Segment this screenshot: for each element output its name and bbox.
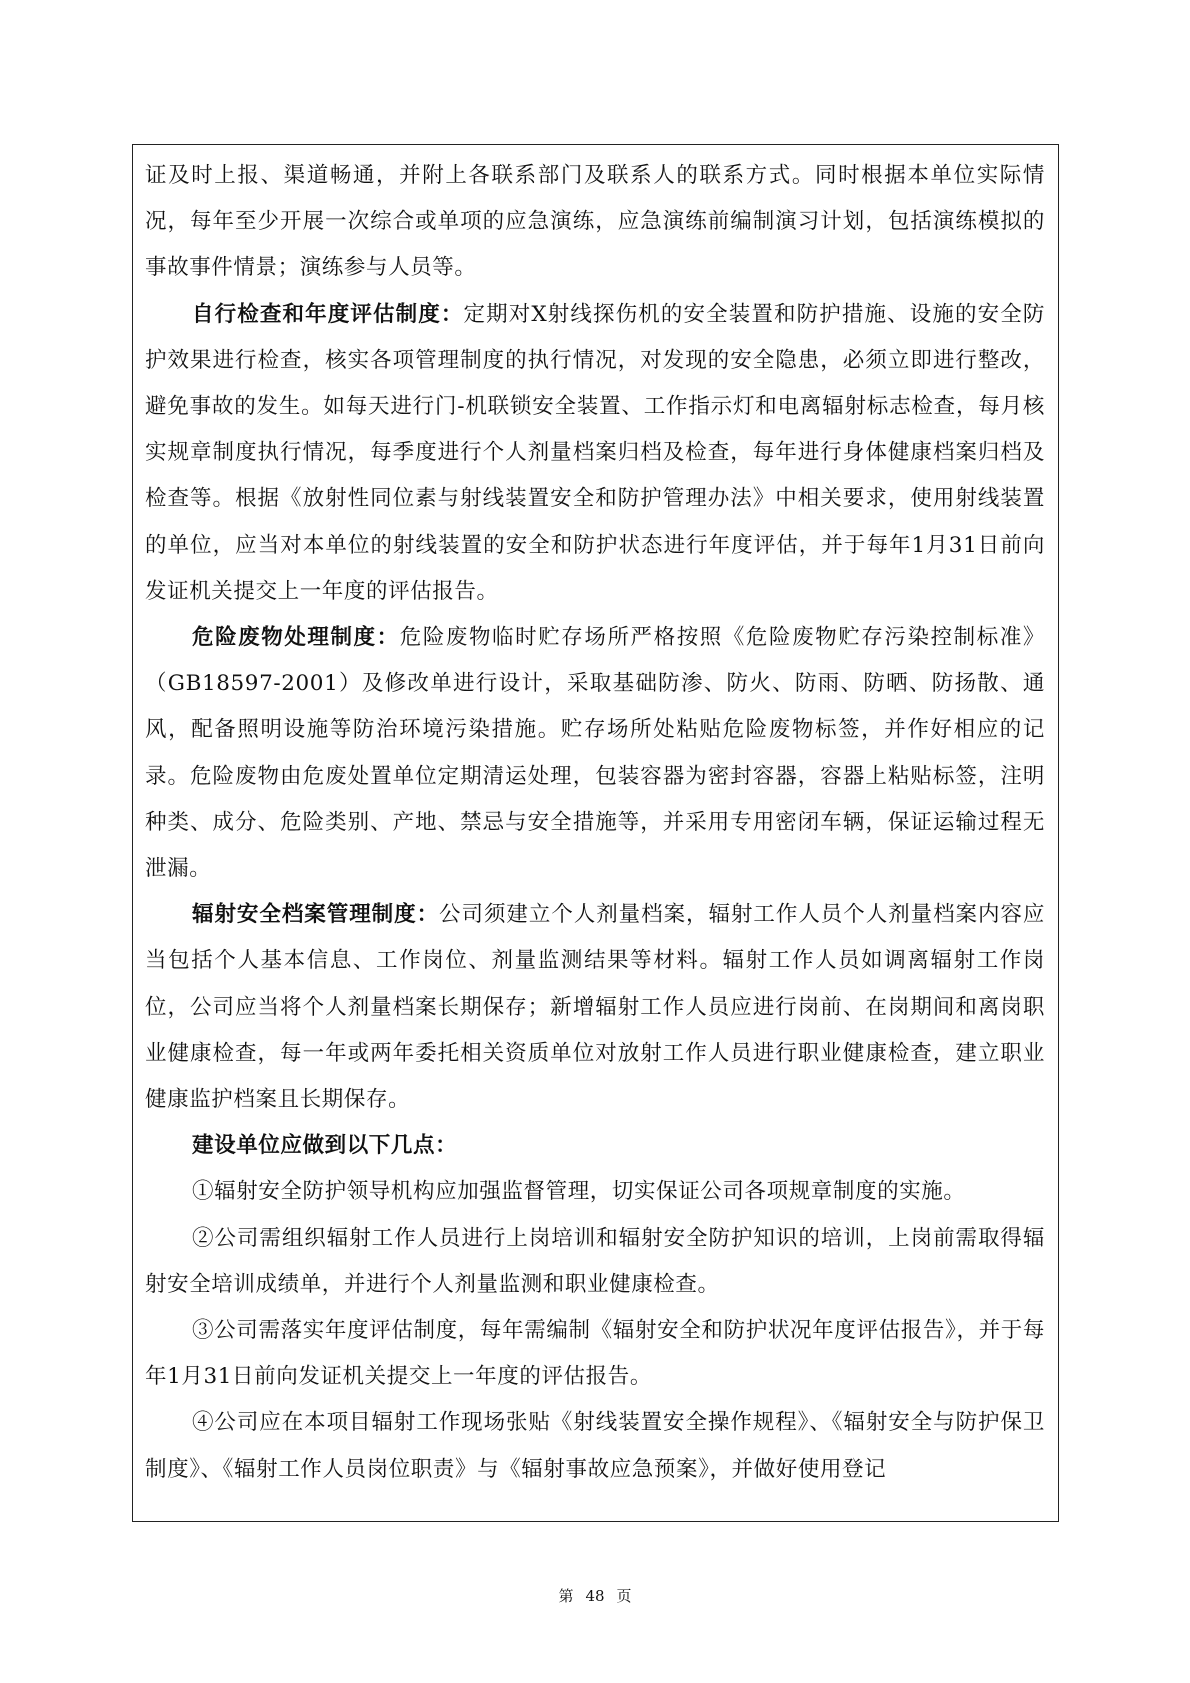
page-number: 48: [585, 1587, 605, 1605]
paragraph-heading: 危险废物处理制度：: [192, 625, 400, 651]
paragraph-body: ③公司需落实年度评估制度，每年需编制《辐射安全和防护状况年度评估报告》，并于每年1月31日前向发证机关提交上一年度的评估报告。: [145, 1318, 1045, 1390]
footer-suffix: 页: [616, 1587, 632, 1605]
paragraph-item-2: [145, 1216, 1045, 1308]
paragraph-body: ①辐射安全防护领导机构应加强监督管理，切实保证公司各项规章制度的实施。: [192, 1179, 966, 1205]
paragraph-item-4: [145, 1400, 1045, 1492]
paragraph-archive-management: [145, 892, 1045, 1123]
paragraph-body: 定期对X射线探伤机的安全装置和防护措施、设施的安全防护效果进行检查，核实各项管理制度的执行情况，对发现的安全隐患，必须立即进行整改，避免事故的发生。如每天进行门-机联锁安全装置、工作指示灯和电离辐射标志检查，每月核实规章制度执行情况，每季度进行个人剂量档案归档及检查，每年进行身体健康档案归档及检查等。根据《放射性同位素与射线装置安全和防护管理办法》中相关要求，使用射线装置的单位，应当对本单位的射线装置的安全和防护状态进行年度评估，并于每年1月31日前向发证机关提交上一年度的评估报告。: [145, 301, 1045, 604]
paragraph-requirements-heading: [145, 1123, 1045, 1169]
paragraph-heading: 建设单位应做到以下几点：: [192, 1133, 458, 1159]
paragraph-body: 公司须建立个人剂量档案，辐射工作人员个人剂量档案内容应当包括个人基本信息、工作岗位、剂量监测结果等材料。辐射工作人员如调离辐射工作岗位，公司应当将个人剂量档案长期保存；新增辐射工作人员应进行岗前、在岗期间和离岗职业健康检查，每一年或两年委托相关资质单位对放射工作人员进行职业健康检查，建立职业健康监护档案且长期保存。: [145, 902, 1046, 1113]
paragraph-item-3: [145, 1308, 1045, 1400]
paragraph-body: 证及时上报、渠道畅通，并附上各联系部门及联系人的联系方式。同时根据本单位实际情况，每年至少开展一次综合或单项的应急演练，应急演练前编制演习计划，包括演练模拟的事故事件情景；演练参与人员等。: [145, 163, 1045, 281]
paragraph-heading: 自行检查和年度评估制度：: [192, 301, 464, 327]
paragraph-item-1: [145, 1169, 1045, 1215]
body-text: [145, 153, 1045, 1493]
paragraph-self-inspection: [145, 292, 1045, 615]
paragraph-hazardous-waste: [145, 615, 1045, 892]
page-footer: [0, 1585, 1190, 1606]
footer-prefix: 第: [558, 1587, 574, 1605]
paragraph-1: [145, 153, 1045, 292]
paragraph-body: ②公司需组织辐射工作人员进行上岗培训和辐射安全防护知识的培训，上岗前需取得辐射安全培训成绩单，并进行个人剂量监测和职业健康检查。: [145, 1225, 1045, 1297]
paragraph-body: 危险废物临时贮存场所严格按照《危险废物贮存污染控制标准》（GB18597-2001）及修改单进行设计，采取基础防渗、防火、防雨、防晒、防扬散、通风，配备照明设施等防治环境污染措施。贮存场所处粘贴危险废物标签，并作好相应的记录。危险废物由危废处置单位定期清运处理，包装容器为密封容器，容器上粘贴标签，注明种类、成分、危险类别、产地、禁忌与安全措施等，并采用专用密闭车辆，保证运输过程无泄漏。: [145, 625, 1045, 882]
content-frame: [132, 144, 1059, 1522]
paragraph-body: ④公司应在本项目辐射工作现场张贴《射线装置安全操作规程》、《辐射安全与防护保卫制度》、《辐射工作人员岗位职责》与《辐射事故应急预案》，并做好使用登记: [145, 1410, 1045, 1482]
paragraph-heading: 辐射安全档案管理制度：: [192, 902, 440, 928]
